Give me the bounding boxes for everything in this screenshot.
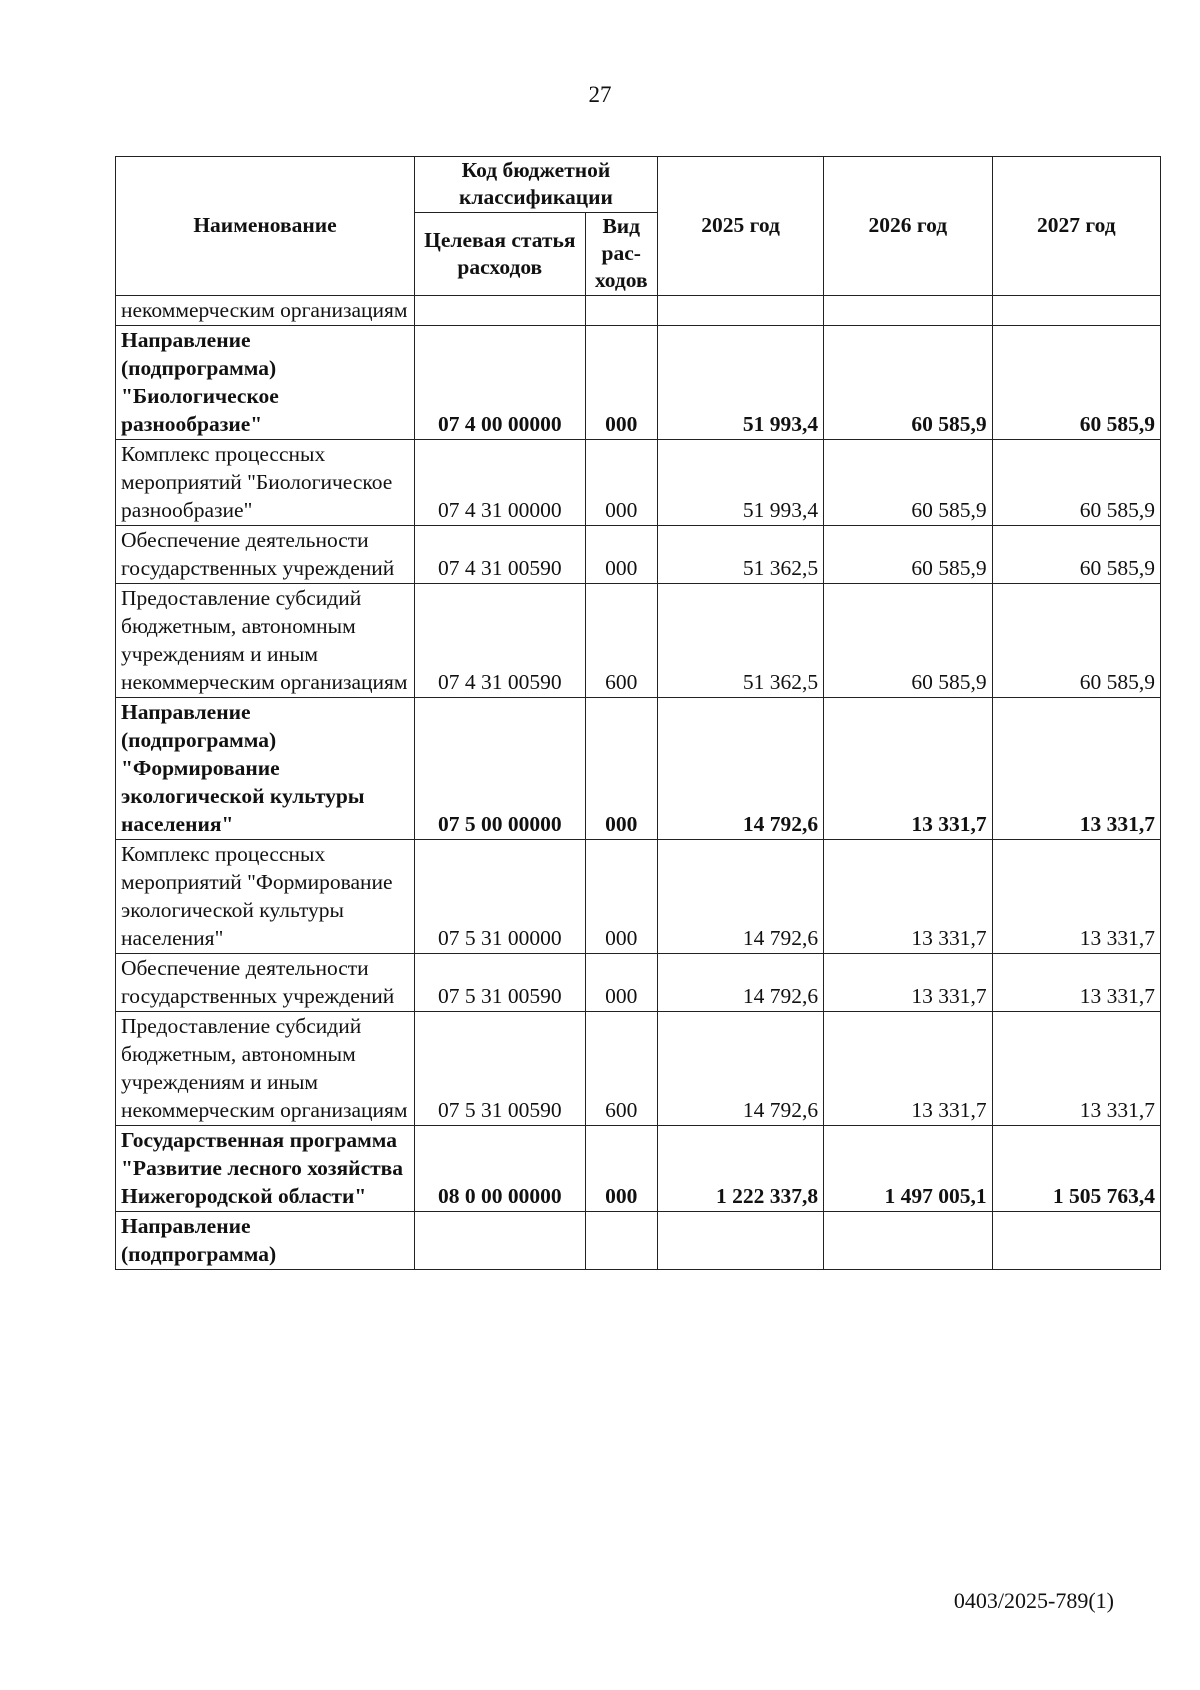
row-code-cell: [415, 1212, 586, 1270]
row-2026-cell: 13 331,7: [824, 698, 992, 840]
table-row: [116, 440, 1161, 526]
row-name-cell: Государственная программа "Развитие лесного хозяйства Нижегородской области": [116, 1126, 415, 1212]
table-row: [116, 296, 1161, 326]
row-vid-cell: 000: [585, 440, 657, 526]
row-name-cell: некоммерческим организациям: [116, 296, 415, 326]
header-2026: 2026 год: [824, 157, 992, 296]
row-2027-cell: 13 331,7: [992, 1012, 1160, 1126]
row-2027-cell: 60 585,9: [992, 526, 1160, 584]
row-2025-cell: 51 362,5: [657, 584, 823, 698]
row-2025-cell: 51 993,4: [657, 326, 823, 440]
row-2026-cell: 60 585,9: [824, 584, 992, 698]
row-2027-cell: [992, 1212, 1160, 1270]
budget-table: [115, 156, 1161, 1270]
row-2027-cell: 60 585,9: [992, 584, 1160, 698]
row-vid-cell: 000: [585, 326, 657, 440]
header-2025: 2025 год: [657, 157, 823, 296]
row-2026-cell: 13 331,7: [824, 1012, 992, 1126]
row-vid-cell: [585, 1212, 657, 1270]
row-name-cell: Обеспечение деятельности государственных учреждений: [116, 954, 415, 1012]
header-vid: Вид рас-ходов: [585, 213, 657, 296]
row-name-cell: Комплекс процессных мероприятий "Формирование экологической культуры населения": [116, 840, 415, 954]
row-name-cell: Обеспечение деятельности государственных учреждений: [116, 526, 415, 584]
row-code-cell: 07 4 31 00000: [415, 440, 586, 526]
row-2025-cell: 51 993,4: [657, 440, 823, 526]
table-body: [116, 296, 1161, 1270]
table-row: [116, 584, 1161, 698]
row-name-cell: Направление (подпрограмма): [116, 1212, 415, 1270]
page-number: 27: [588, 82, 612, 107]
row-code-cell: 07 5 31 00590: [415, 954, 586, 1012]
table-row: [116, 326, 1161, 440]
row-2026-cell: 13 331,7: [824, 954, 992, 1012]
row-2026-cell: [824, 296, 992, 326]
row-2025-cell: 14 792,6: [657, 840, 823, 954]
row-vid-cell: 000: [585, 1126, 657, 1212]
row-2025-cell: 1 222 337,8: [657, 1126, 823, 1212]
row-2026-cell: 60 585,9: [824, 326, 992, 440]
header-name: Наименование: [116, 157, 415, 296]
row-name-cell: Направление (подпрограмма) "Формирование экологической культуры населения": [116, 698, 415, 840]
row-vid-cell: 000: [585, 954, 657, 1012]
row-vid-cell: 000: [585, 840, 657, 954]
table-row: [116, 698, 1161, 840]
header-row: [116, 157, 1161, 213]
row-2025-cell: [657, 1212, 823, 1270]
row-2027-cell: 13 331,7: [992, 840, 1160, 954]
table-row: [116, 954, 1161, 1012]
row-2027-cell: 60 585,9: [992, 440, 1160, 526]
row-name-cell: Предоставление субсидий бюджетным, автономным учреждениям и иным некоммерческим организациям: [116, 1012, 415, 1126]
row-2026-cell: 60 585,9: [824, 526, 992, 584]
header-target: Целевая статья расходов: [415, 213, 586, 296]
table-row: [116, 1126, 1161, 1212]
row-2025-cell: 51 362,5: [657, 526, 823, 584]
row-name-cell: Направление (подпрограмма) "Биологическое разнообразие": [116, 326, 415, 440]
row-2027-cell: 1 505 763,4: [992, 1126, 1160, 1212]
header-kbk: Код бюджетной классификации: [415, 157, 658, 213]
row-2027-cell: 60 585,9: [992, 326, 1160, 440]
row-code-cell: 07 4 00 00000: [415, 326, 586, 440]
row-2026-cell: 60 585,9: [824, 440, 992, 526]
table-row: [116, 1212, 1161, 1270]
row-vid-cell: 600: [585, 584, 657, 698]
row-code-cell: 07 5 31 00590: [415, 1012, 586, 1126]
row-2027-cell: 13 331,7: [992, 954, 1160, 1012]
row-name-cell: Комплекс процессных мероприятий "Биологическое разнообразие": [116, 440, 415, 526]
row-code-cell: [415, 296, 586, 326]
row-code-cell: 07 5 31 00000: [415, 840, 586, 954]
row-2027-cell: [992, 296, 1160, 326]
row-2026-cell: 13 331,7: [824, 840, 992, 954]
row-2025-cell: 14 792,6: [657, 1012, 823, 1126]
row-code-cell: 07 5 00 00000: [415, 698, 586, 840]
document-code: 0403/2025-789(1): [953, 1588, 1114, 1613]
row-code-cell: 07 4 31 00590: [415, 526, 586, 584]
table-row: [116, 840, 1161, 954]
row-2025-cell: [657, 296, 823, 326]
table-row: [116, 526, 1161, 584]
row-2026-cell: [824, 1212, 992, 1270]
table-row: [116, 1012, 1161, 1126]
row-code-cell: 07 4 31 00590: [415, 584, 586, 698]
row-2025-cell: 14 792,6: [657, 698, 823, 840]
row-code-cell: 08 0 00 00000: [415, 1126, 586, 1212]
row-name-cell: Предоставление субсидий бюджетным, автономным учреждениям и иным некоммерческим организациям: [116, 584, 415, 698]
row-2027-cell: 13 331,7: [992, 698, 1160, 840]
row-vid-cell: 600: [585, 1012, 657, 1126]
header-2027: 2027 год: [992, 157, 1160, 296]
row-2025-cell: 14 792,6: [657, 954, 823, 1012]
row-2026-cell: 1 497 005,1: [824, 1126, 992, 1212]
row-vid-cell: 000: [585, 526, 657, 584]
row-vid-cell: [585, 296, 657, 326]
row-vid-cell: 000: [585, 698, 657, 840]
